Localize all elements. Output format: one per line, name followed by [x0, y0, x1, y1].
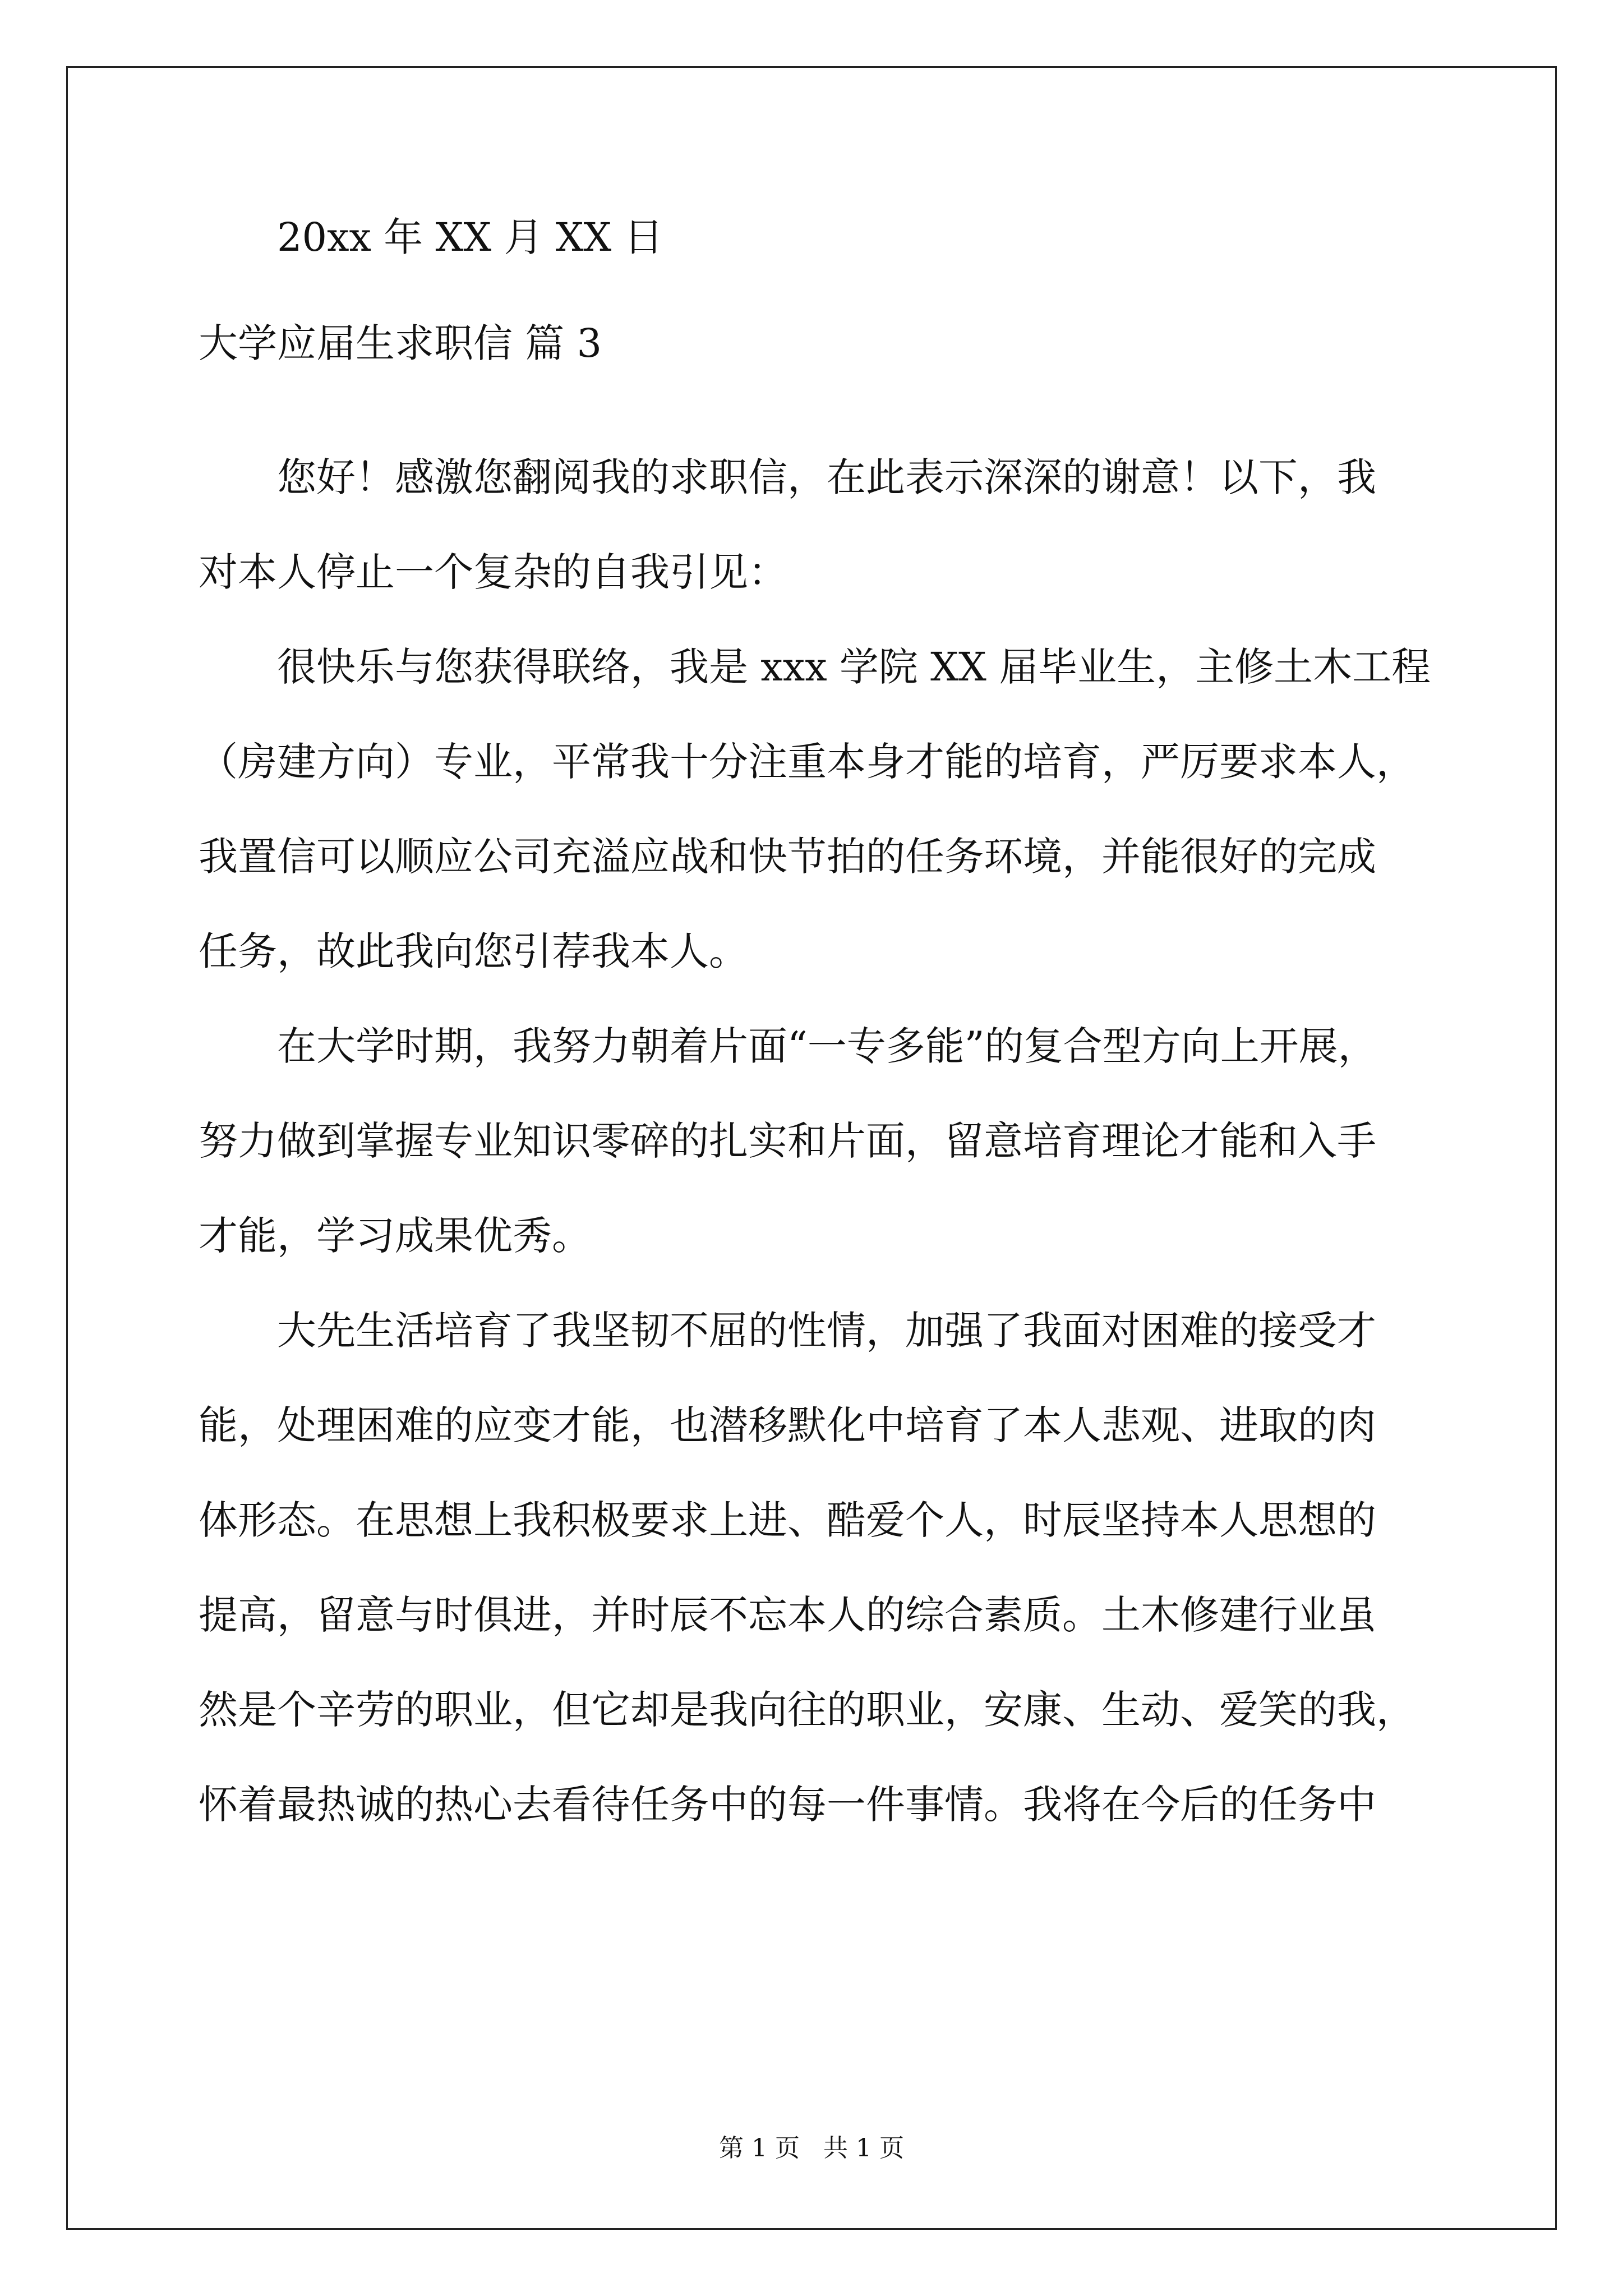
paragraph-line: 很快乐与您获得联络，我是 xxx 学院 XX 届毕业生，主修土木工程	[277, 644, 1431, 690]
paragraph-line: 提高，留意与时俱进，并时辰不忘本人的综合素质。土木修建行业虽	[199, 1592, 1376, 1638]
paragraph-line: 我置信可以顺应公司充溢应战和快节拍的任务环境，并能很好的完成	[199, 834, 1376, 880]
document-body	[199, 214, 1431, 1828]
paragraph-line: 您好！感激您翻阅我的求职信，在此表示深深的谢意！以下，我	[277, 454, 1376, 500]
paragraph-line: 然是个辛劳的职业，但它却是我向往的职业，安康、生动、爱笑的我，	[199, 1687, 1415, 1733]
paragraph-line: 对本人停止一个复杂的自我引见：	[199, 549, 787, 595]
paragraph-line: 在大学时期，我努力朝着片面“一专多能”的复合型方向上开展，	[277, 1023, 1377, 1069]
paragraph-line: 体形态。在思想上我积极要求上进、酷爱个人，时辰坚持本人思想的	[199, 1497, 1376, 1543]
paragraph-line: 大先生活培育了我坚韧不屈的性情，加强了我面对困难的接受才	[277, 1308, 1376, 1354]
paragraph-line: 怀着最热诚的热心去看待任务中的每一件事情。我将在今后的任务中	[199, 1782, 1376, 1828]
paragraph-line: 任务，故此我向您引荐我本人。	[199, 928, 748, 974]
page-footer: 第 1 页 共 1 页	[719, 2134, 904, 2162]
date-line: 20xx 年 XX 月 XX 日	[277, 214, 663, 260]
document-heading: 大学应届生求职信 篇 3	[199, 320, 602, 366]
paragraph-line: 能，处理困难的应变才能，也潜移默化中培育了本人悲观、进取的肉	[199, 1402, 1376, 1448]
paragraph-line: 努力做到掌握专业知识零碎的扎实和片面，留意培育理论才能和入手	[199, 1118, 1376, 1164]
paragraph-line: （房建方向）专业，平常我十分注重本身才能的培育，严厉要求本人，	[199, 739, 1415, 785]
paragraph-line: 才能，学习成果优秀。	[199, 1213, 591, 1259]
